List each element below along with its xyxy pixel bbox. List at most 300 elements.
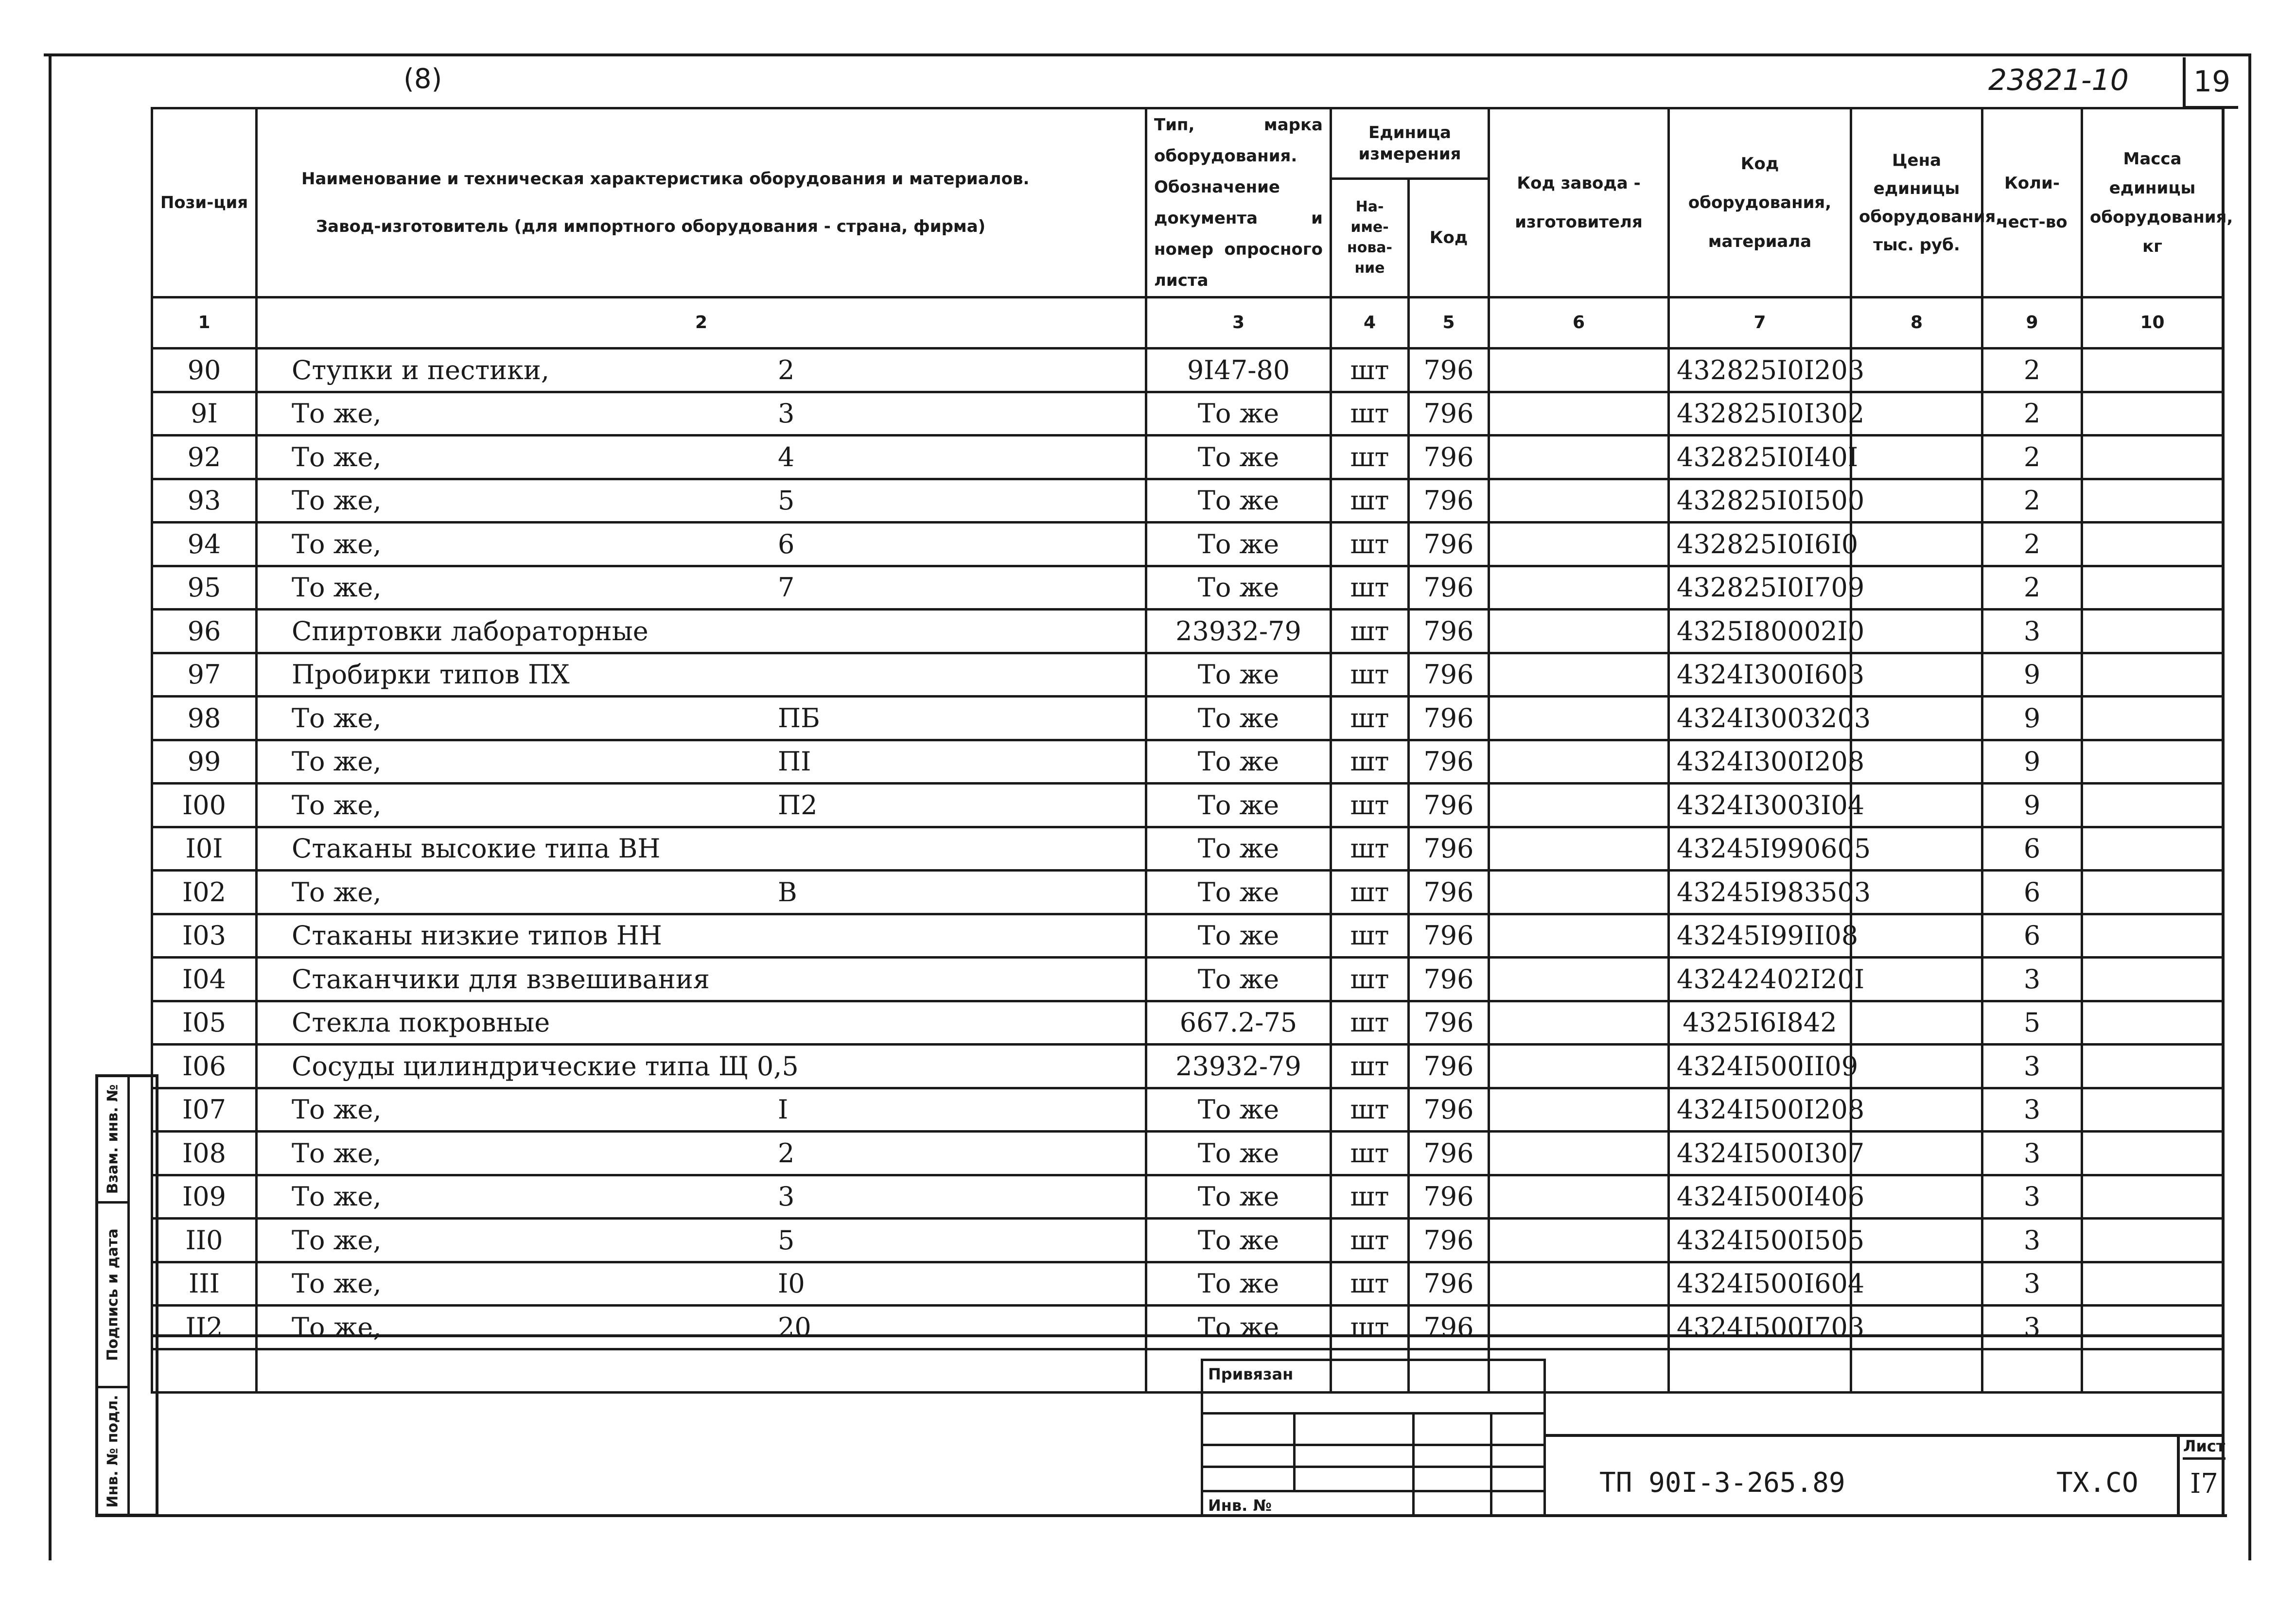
row-name-suffix: 6 <box>778 528 795 559</box>
row-type: То же <box>1146 566 1331 610</box>
row-mass <box>2082 1219 2223 1262</box>
row-price <box>1851 958 1982 1001</box>
row-price <box>1851 827 1982 871</box>
row-unit-code: 796 <box>1409 784 1489 827</box>
row-type: То же <box>1146 1306 1331 1349</box>
table-row <box>152 740 2223 784</box>
row-unit: шт <box>1331 1001 1409 1045</box>
row-factory-code <box>1489 1175 1669 1219</box>
header-material-code: Код оборудования, материала <box>1669 108 1851 297</box>
row-material-code: 4324I500I208 <box>1669 1088 1851 1132</box>
column-number: 6 <box>1489 297 1669 349</box>
table-header <box>152 108 2233 349</box>
row-name-text: То же, <box>292 398 382 429</box>
row-mass <box>2082 653 2223 697</box>
row-unit-code: 796 <box>1409 1045 1489 1088</box>
row-name <box>257 653 1146 697</box>
row-price <box>1851 1349 1982 1393</box>
row-name-suffix: П2 <box>778 789 818 821</box>
row-name-suffix: 5 <box>778 1224 795 1256</box>
row-factory-code <box>1489 827 1669 871</box>
project-code: ТП 90I-3-265.89 <box>1599 1467 1845 1499</box>
row-name <box>257 349 1146 392</box>
row-material-code: 4325I80002I0 <box>1669 610 1851 653</box>
row-position: I03 <box>152 914 257 958</box>
column-number: 7 <box>1669 297 1851 349</box>
table-row <box>152 653 2223 697</box>
row-unit: шт <box>1331 740 1409 784</box>
row-name-suffix: 4 <box>778 441 795 472</box>
row-name <box>257 479 1146 523</box>
row-name-suffix: I0 <box>778 1268 805 1299</box>
row-unit-code: 796 <box>1409 1132 1489 1175</box>
row-name-text: То же, <box>292 572 382 603</box>
row-price <box>1851 697 1982 740</box>
row-name-suffix: 2 <box>778 1137 795 1169</box>
row-type: То же <box>1146 1088 1331 1132</box>
header-quantity: Коли-чест-во <box>1982 108 2082 297</box>
row-factory-code <box>1489 479 1669 523</box>
row-name-text: То же, <box>292 1268 382 1299</box>
row-name <box>257 1349 1146 1393</box>
table-row <box>152 697 2223 740</box>
title-block-top-line <box>1546 1434 2224 1437</box>
row-position <box>152 1349 257 1393</box>
row-unit-code: 796 <box>1409 610 1489 653</box>
row-price <box>1851 1088 1982 1132</box>
header-price: Цена единицы оборудования, тыс. руб. <box>1851 108 1982 297</box>
table-row <box>152 1262 2223 1306</box>
header-type: Тип, марка оборудования. Обозначение документа и номер опросного листа <box>1146 108 1331 297</box>
row-unit: шт <box>1331 1045 1409 1088</box>
header-position: Пози-ция <box>152 108 257 297</box>
row-factory-code <box>1489 1306 1669 1349</box>
row-unit: шт <box>1331 827 1409 871</box>
column-number: 8 <box>1851 297 1982 349</box>
row-material-code: 43245I990605 <box>1669 827 1851 871</box>
row-name <box>257 1001 1146 1045</box>
row-unit: шт <box>1331 436 1409 479</box>
row-type: То же <box>1146 827 1331 871</box>
row-factory-code <box>1489 1132 1669 1175</box>
row-material-code: 43242402I20I <box>1669 958 1851 1001</box>
row-material-code: 4324I300I208 <box>1669 740 1851 784</box>
row-quantity <box>1982 1349 2082 1393</box>
row-name <box>257 392 1146 436</box>
page-number: 19 <box>2193 65 2231 99</box>
row-name-text: То же, <box>292 876 382 908</box>
row-name-text: Стаканчики для взвешивания <box>292 963 710 995</box>
binding-grid-line <box>1293 1412 1296 1490</box>
row-factory-code <box>1489 436 1669 479</box>
row-mass <box>2082 1262 2223 1306</box>
row-unit-code: 796 <box>1409 653 1489 697</box>
row-position: 94 <box>152 523 257 566</box>
row-material-code: 4324I500I406 <box>1669 1175 1851 1219</box>
row-type: То же <box>1146 697 1331 740</box>
binding-block <box>1201 1359 1546 1517</box>
column-number: 10 <box>2082 297 2223 349</box>
row-mass <box>2082 1306 2223 1349</box>
row-position: I04 <box>152 958 257 1001</box>
column-number: 2 <box>257 297 1146 349</box>
row-type: То же <box>1146 958 1331 1001</box>
table-row <box>152 914 2223 958</box>
row-name-suffix: В <box>778 876 797 908</box>
row-type: То же <box>1146 1132 1331 1175</box>
row-factory-code <box>1489 784 1669 827</box>
row-name-text: Стекла покровные <box>292 1007 550 1038</box>
row-price <box>1851 1175 1982 1219</box>
row-name <box>257 784 1146 827</box>
row-mass <box>2082 958 2223 1001</box>
row-name-text: То же, <box>292 528 382 559</box>
side-vzam-label: Взам. инв. № <box>104 1084 122 1194</box>
row-name <box>257 740 1146 784</box>
row-unit-code: 796 <box>1409 436 1489 479</box>
row-name <box>257 1219 1146 1262</box>
side-cell-vzam <box>98 1077 127 1204</box>
header-mass: Масса единицы оборудования, кг <box>2082 108 2223 297</box>
row-price <box>1851 566 1982 610</box>
row-position: II2 <box>152 1306 257 1349</box>
sheet-label: Лист <box>2183 1437 2226 1460</box>
row-mass <box>2082 740 2223 784</box>
row-position: I08 <box>152 1132 257 1175</box>
row-price <box>1851 914 1982 958</box>
row-unit: шт <box>1331 1175 1409 1219</box>
table-row <box>152 1219 2223 1262</box>
row-unit-code: 796 <box>1409 697 1489 740</box>
row-mass <box>2082 610 2223 653</box>
row-mass <box>2082 1001 2223 1045</box>
row-price <box>1851 1306 1982 1349</box>
table-row <box>152 436 2223 479</box>
column-number: 1 <box>152 297 257 349</box>
table-row <box>152 784 2223 827</box>
row-position: 99 <box>152 740 257 784</box>
row-type: То же <box>1146 871 1331 914</box>
row-unit: шт <box>1331 1306 1409 1349</box>
row-type: То же <box>1146 436 1331 479</box>
header-name-line2: Завод-изготовитель (для импортного оборудования - страна, фирма) <box>316 217 986 236</box>
row-name-suffix: 3 <box>778 1181 795 1212</box>
header-unit-name: На-име-нова-ние <box>1331 178 1409 297</box>
binding-grid-line <box>1203 1466 1543 1468</box>
row-unit: шт <box>1331 653 1409 697</box>
row-mass <box>2082 1088 2223 1132</box>
section-code: ТХ.СО <box>2056 1467 2138 1499</box>
row-unit: шт <box>1331 610 1409 653</box>
row-position: I0I <box>152 827 257 871</box>
row-type: То же <box>1146 479 1331 523</box>
row-name-text: Пробирки типов ПХ <box>292 659 570 690</box>
table-row <box>152 871 2223 914</box>
table-row <box>152 1088 2223 1132</box>
row-mass <box>2082 479 2223 523</box>
row-unit: шт <box>1331 523 1409 566</box>
binding-grid-line <box>1203 1490 1543 1492</box>
row-name <box>257 958 1146 1001</box>
header-factory-code: Код завода - изготовителя <box>1489 108 1669 297</box>
row-price <box>1851 610 1982 653</box>
header-column-numbers <box>152 297 2223 349</box>
row-unit-code: 796 <box>1409 1088 1489 1132</box>
row-mass <box>2082 871 2223 914</box>
row-quantity: 3 <box>1982 1045 2082 1088</box>
row-material-code: 432825I0I302 <box>1669 392 1851 436</box>
side-stamp <box>95 1074 158 1517</box>
row-name <box>257 914 1146 958</box>
row-name <box>257 566 1146 610</box>
row-material-code: 4325I6I842 <box>1669 1001 1851 1045</box>
row-price <box>1851 479 1982 523</box>
row-position: 98 <box>152 697 257 740</box>
row-price <box>1851 1045 1982 1088</box>
row-type: То же <box>1146 784 1331 827</box>
row-factory-code <box>1489 349 1669 392</box>
row-material-code: 4324I3003I04 <box>1669 784 1851 827</box>
row-unit: шт <box>1331 349 1409 392</box>
row-name-text: То же, <box>292 485 382 516</box>
row-unit-code: 796 <box>1409 914 1489 958</box>
row-mass <box>2082 784 2223 827</box>
row-name-text: То же, <box>292 789 382 821</box>
row-unit-code: 796 <box>1409 479 1489 523</box>
row-position: I00 <box>152 784 257 827</box>
row-name <box>257 436 1146 479</box>
row-quantity: 3 <box>1982 1175 2082 1219</box>
row-mass <box>2082 349 2223 392</box>
inventory-label: Инв. № <box>1208 1496 1272 1515</box>
row-mass <box>2082 1045 2223 1088</box>
row-mass <box>2082 697 2223 740</box>
row-material-code: 4324I300I603 <box>1669 653 1851 697</box>
row-material-code: 43245I99II08 <box>1669 914 1851 958</box>
row-quantity: 2 <box>1982 479 2082 523</box>
row-name <box>257 610 1146 653</box>
row-name-text: То же, <box>292 441 382 472</box>
column-number: 4 <box>1331 297 1409 349</box>
row-quantity: 3 <box>1982 610 2082 653</box>
row-name <box>257 523 1146 566</box>
row-name-suffix: ПБ <box>778 702 820 734</box>
row-type: 667.2-75 <box>1146 1001 1331 1045</box>
row-name-text: Сосуды цилиндрические типа Щ 0,5 <box>292 1050 799 1082</box>
row-price <box>1851 1219 1982 1262</box>
row-position: I02 <box>152 871 257 914</box>
table-row <box>152 1349 2223 1393</box>
handwritten-doc-number: 23821-10 <box>1988 63 2129 97</box>
row-quantity: 2 <box>1982 349 2082 392</box>
row-unit-code: 796 <box>1409 740 1489 784</box>
row-type: То же <box>1146 1175 1331 1219</box>
row-unit: шт <box>1331 1262 1409 1306</box>
row-mass <box>2082 1175 2223 1219</box>
row-price <box>1851 871 1982 914</box>
row-factory-code <box>1489 914 1669 958</box>
row-position: 93 <box>152 479 257 523</box>
row-material-code: 4324I500I505 <box>1669 1219 1851 1262</box>
row-mass <box>2082 436 2223 479</box>
header-unit-code: Код <box>1409 178 1489 297</box>
row-unit: шт <box>1331 914 1409 958</box>
row-price <box>1851 436 1982 479</box>
row-type: То же <box>1146 914 1331 958</box>
column-number: 3 <box>1146 297 1331 349</box>
row-quantity: 5 <box>1982 1001 2082 1045</box>
row-name-text: Стаканы высокие типа ВН <box>292 833 661 864</box>
row-name-suffix: 5 <box>778 485 795 516</box>
frame-bottom-line <box>95 1514 2227 1517</box>
row-factory-code <box>1489 871 1669 914</box>
row-name <box>257 1088 1146 1132</box>
row-unit: шт <box>1331 1219 1409 1262</box>
page-number-box <box>2183 57 2238 109</box>
row-unit-code: 796 <box>1409 1306 1489 1349</box>
row-material-code: 4324I500I604 <box>1669 1262 1851 1306</box>
row-unit-code: 796 <box>1409 871 1489 914</box>
column-number: 9 <box>1982 297 2082 349</box>
row-name-text: То же, <box>292 702 382 734</box>
row-mass <box>2082 1132 2223 1175</box>
row-name-text: Ступки и пестики, <box>292 354 549 385</box>
row-mass <box>2082 523 2223 566</box>
row-name <box>257 697 1146 740</box>
row-quantity: 6 <box>1982 827 2082 871</box>
row-unit-code: 796 <box>1409 1262 1489 1306</box>
row-material-code: 4324I500I307 <box>1669 1132 1851 1175</box>
row-name-text: То же, <box>292 1181 382 1212</box>
row-type: То же <box>1146 1262 1331 1306</box>
row-material-code <box>1669 1349 1851 1393</box>
row-name-text: Спиртовки лабораторные <box>292 615 648 647</box>
row-unit: шт <box>1331 697 1409 740</box>
side-inv-podl-label: Инв. № подл. <box>104 1394 122 1508</box>
row-type: То же <box>1146 1219 1331 1262</box>
row-name-suffix: 2 <box>778 354 795 385</box>
row-name-text: То же, <box>292 746 382 777</box>
row-price <box>1851 740 1982 784</box>
row-material-code: 432825I0I203 <box>1669 349 1851 392</box>
row-material-code: 4324I500I703 <box>1669 1306 1851 1349</box>
row-price <box>1851 349 1982 392</box>
row-material-code: 432825I0I709 <box>1669 566 1851 610</box>
row-quantity: 6 <box>1982 871 2082 914</box>
row-unit: шт <box>1331 958 1409 1001</box>
row-factory-code <box>1489 523 1669 566</box>
row-name-text: То же, <box>292 1311 382 1343</box>
row-unit-code: 796 <box>1409 958 1489 1001</box>
row-quantity: 3 <box>1982 1219 2082 1262</box>
row-factory-code <box>1489 610 1669 653</box>
row-quantity: 2 <box>1982 523 2082 566</box>
row-factory-code <box>1489 697 1669 740</box>
row-factory-code <box>1489 740 1669 784</box>
row-position: 92 <box>152 436 257 479</box>
row-name-suffix: ПI <box>778 746 811 777</box>
row-material-code: 432825I0I500 <box>1669 479 1851 523</box>
row-type: То же <box>1146 392 1331 436</box>
row-quantity: 3 <box>1982 1088 2082 1132</box>
row-name <box>257 1175 1146 1219</box>
table-row <box>152 479 2223 523</box>
row-quantity: 2 <box>1982 392 2082 436</box>
row-material-code: 432825I0I40I <box>1669 436 1851 479</box>
row-unit: шт <box>1331 1088 1409 1132</box>
table-row <box>152 566 2223 610</box>
row-material-code: 43245I983503 <box>1669 871 1851 914</box>
row-unit-code: 796 <box>1409 523 1489 566</box>
row-position: 90 <box>152 349 257 392</box>
row-name-suffix: 7 <box>778 572 795 603</box>
row-type: То же <box>1146 523 1331 566</box>
row-factory-code <box>1489 1088 1669 1132</box>
header-name <box>257 108 1146 297</box>
sheet-box <box>2177 1434 2226 1517</box>
specification-table <box>151 107 2233 1394</box>
row-price <box>1851 1132 1982 1175</box>
row-unit: шт <box>1331 392 1409 436</box>
row-factory-code <box>1489 1001 1669 1045</box>
side-stamp-divider <box>127 1077 130 1514</box>
table-row <box>152 1306 2223 1349</box>
row-factory-code <box>1489 1045 1669 1088</box>
row-unit-code: 796 <box>1409 1219 1489 1262</box>
table-row <box>152 827 2223 871</box>
row-material-code: 4324I3003203 <box>1669 697 1851 740</box>
row-type: То же <box>1146 740 1331 784</box>
row-factory-code <box>1489 653 1669 697</box>
row-name <box>257 1306 1146 1349</box>
row-quantity: 9 <box>1982 653 2082 697</box>
table-row <box>152 1175 2223 1219</box>
row-material-code: 432825I0I6I0 <box>1669 523 1851 566</box>
row-name <box>257 871 1146 914</box>
row-mass <box>2082 566 2223 610</box>
row-quantity: 9 <box>1982 697 2082 740</box>
table-row <box>152 349 2223 392</box>
row-name-text: Стаканы низкие типов НН <box>292 920 662 951</box>
row-unit-code: 796 <box>1409 392 1489 436</box>
table-row <box>152 610 2223 653</box>
row-position: 96 <box>152 610 257 653</box>
row-unit: шт <box>1331 566 1409 610</box>
header-unit: Единица измерения <box>1331 108 1489 179</box>
row-position: 9I <box>152 392 257 436</box>
table-row <box>152 958 2223 1001</box>
row-mass <box>2082 392 2223 436</box>
row-quantity: 3 <box>1982 1262 2082 1306</box>
row-type: 23932-79 <box>1146 1045 1331 1088</box>
row-unit-code: 796 <box>1409 349 1489 392</box>
row-type: 9I47-80 <box>1146 349 1331 392</box>
row-position: I09 <box>152 1175 257 1219</box>
row-unit: шт <box>1331 784 1409 827</box>
row-position: I06 <box>152 1045 257 1088</box>
row-price <box>1851 653 1982 697</box>
table-row <box>152 392 2223 436</box>
row-unit: шт <box>1331 479 1409 523</box>
row-name-suffix: 20 <box>778 1311 811 1343</box>
binding-grid-line <box>1203 1412 1543 1415</box>
row-type: То же <box>1146 653 1331 697</box>
row-price <box>1851 523 1982 566</box>
row-type: 23932-79 <box>1146 610 1331 653</box>
row-name <box>257 827 1146 871</box>
binding-grid-line <box>1412 1412 1415 1517</box>
row-quantity: 2 <box>1982 566 2082 610</box>
